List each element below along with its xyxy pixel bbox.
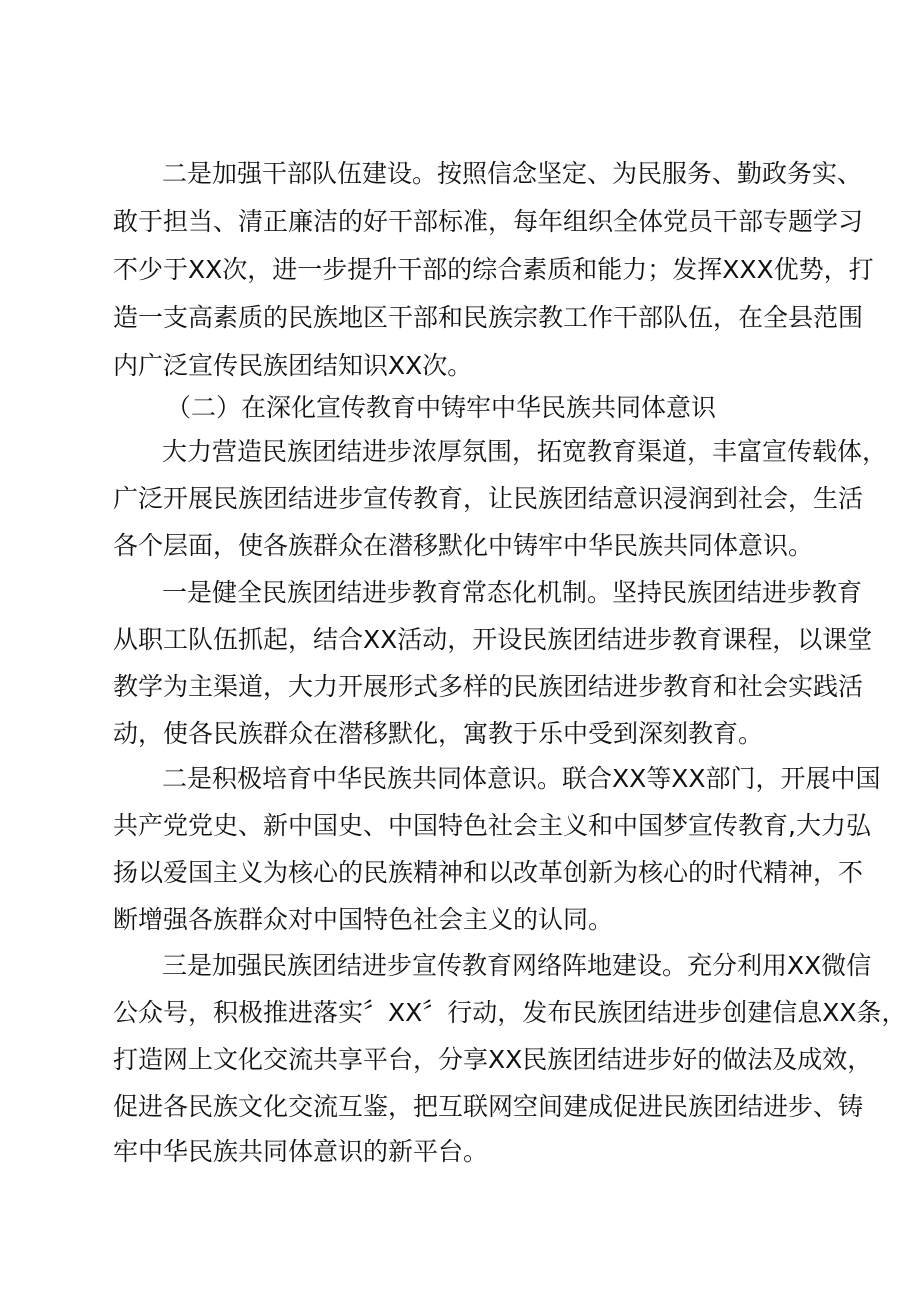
paragraph-3-line-1: 一是健全民族团结进步教育常态化机制。坚持民族团结进步教育 [162, 578, 863, 607]
paragraph-5-line-4: 促进各民族文化交流互鉴，把互联网空间建成促进民族团结进步、铸 [113, 1092, 864, 1121]
paragraph-2-line-1: 大力营造民族团结进步浓厚氛围，拓宽教育渠道，丰富宣传载体， [162, 437, 888, 466]
paragraph-4-line-2: 共产党党史、新中国史、中国特色社会主义和中国梦宣传教育,大力弘 [113, 811, 871, 840]
paragraph-1-line-2: 敢于担当、清正廉洁的好干部标准，每年组织全体党员干部专题学习 [113, 207, 864, 236]
paragraph-3-line-3: 教学为主渠道，大力开展形式多样的民族团结进步教育和社会实践活 [113, 672, 864, 701]
paragraph-5-line-5: 牢中华民族共同体意识的新平台。 [113, 1137, 489, 1166]
paragraph-1-line-3: 不少于XX次，进一步提升干部的综合素质和能力；发挥XXX优势，打 [113, 255, 874, 284]
paragraph-1-line-4: 造一支高素质的民族地区干部和民族宗教工作干部队伍，在全县范围 [113, 303, 864, 332]
paragraph-2-line-3: 各个层面，使各族群众在潜移默化中铸牢中华民族共同体意识。 [113, 531, 814, 560]
paragraph-5-line-3: 打造网上文化交流共享平台，分享XX民族团结进步好的做法及成效， [113, 1045, 873, 1074]
paragraph-4-line-3: 扬以爱国主义为核心的民族精神和以改革创新为核心的时代精神，不 [113, 858, 864, 887]
paragraph-5-line-1: 三是加强民族团结进步宣传教育网络阵地建设。充分利用XX微信 [162, 951, 872, 980]
paragraph-2-line-2: 广泛开展民族团结进步宣传教育，让民族团结意识浸润到社会，生活 [113, 484, 864, 513]
paragraph-3-line-2: 从职工队伍抓起，结合XX活动，开设民族团结进步教育课程，以课堂 [113, 625, 873, 654]
paragraph-4-line-4: 断增强各族群众对中国特色社会主义的认同。 [113, 905, 614, 934]
paragraph-1-line-1: 二是加强干部队伍建设。按照信念坚定、为民服务、勤政务实、 [162, 159, 863, 188]
section-heading-2: （二）在深化宣传教育中铸牢中华民族共同体意识 [166, 393, 717, 422]
paragraph-1-line-5: 内广泛宣传民族团结知识XX次。 [113, 351, 473, 380]
paragraph-5-line-2: 公众号，积极推进落实〞XX〞行动，发布民族团结进步创建信息XX条， [113, 998, 907, 1027]
paragraph-4-line-1: 二是积极培育中华民族共同体意识。联合XX等XX部门，开展中国 [162, 764, 881, 793]
paragraph-3-line-4: 动，使各民族群众在潜移默化，寓教于乐中受到深刻教育。 [113, 719, 764, 748]
